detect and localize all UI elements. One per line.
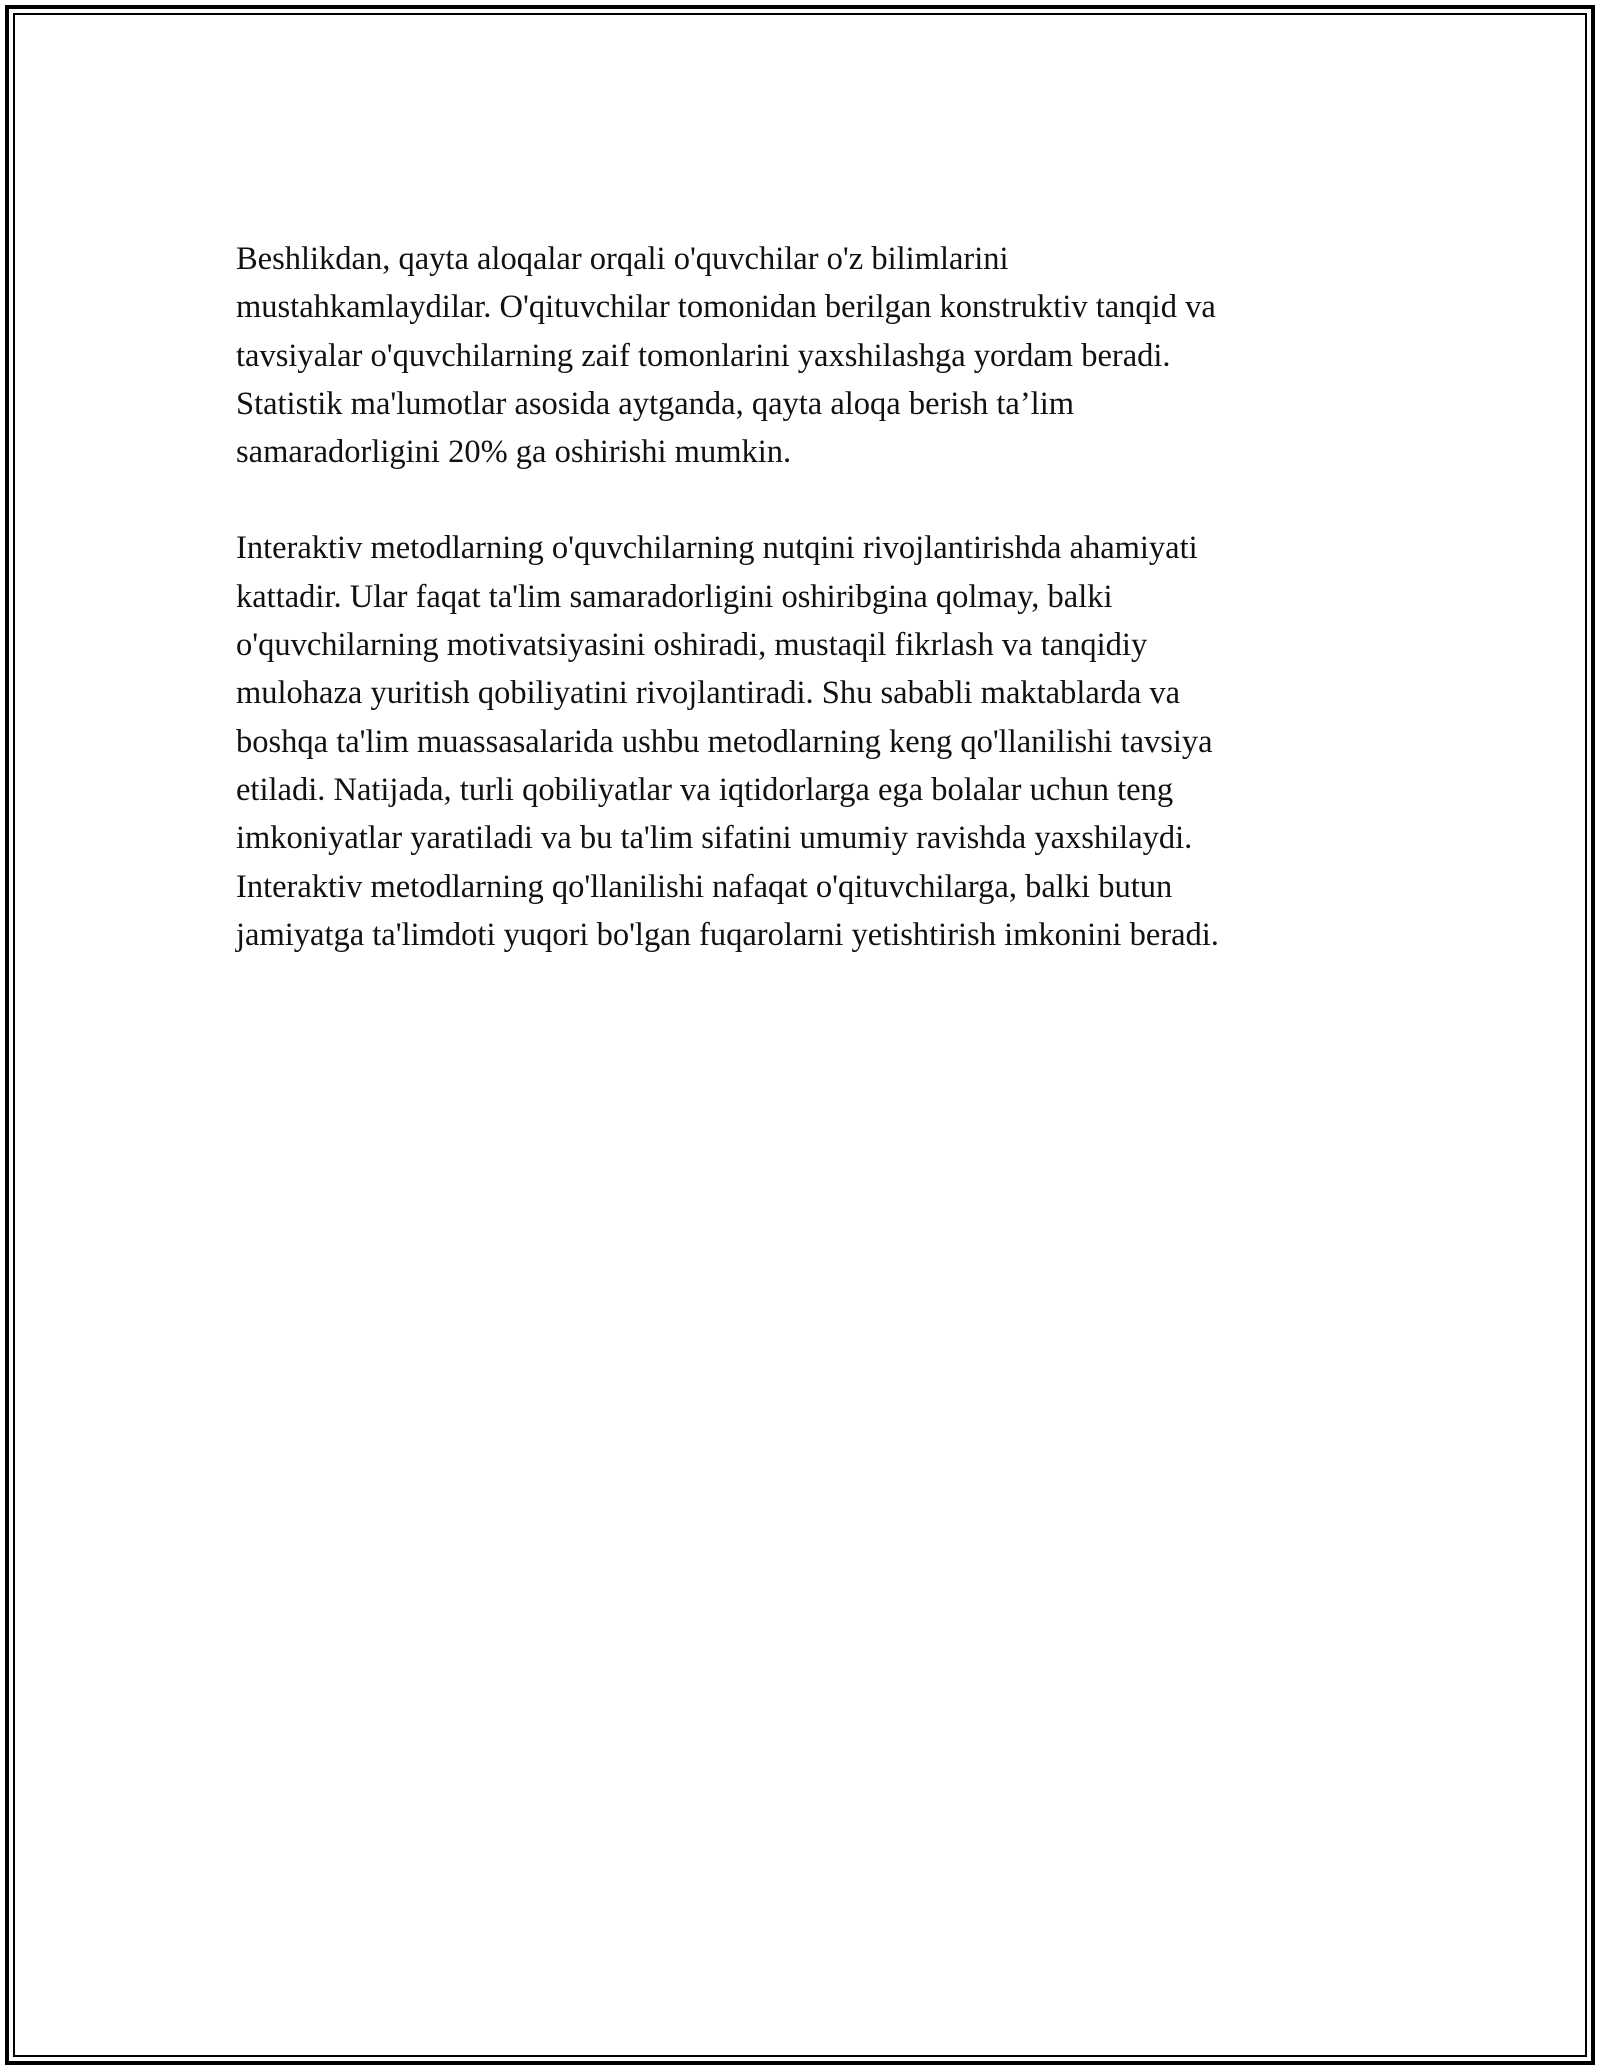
text-line: jamiyatga ta'limdoti yuqori bo'lgan fuqarolarni yetishtirish imkonini beradi. [236, 916, 1219, 953]
text-line: mulohaza yuritish qobiliyatini rivojlantiradi. Shu sababli maktablarda va [236, 675, 1181, 712]
text-line: o'quvchilarning motivatsiyasini oshiradi, mustaqil fikrlash va tanqidiy [236, 627, 1148, 664]
paragraph-feedback [236, 235, 1376, 476]
paragraph-interactive-methods [236, 524, 1376, 959]
text-line: mustahkamlaydilar. O'qituvchilar tomonidan berilgan konstruktiv tanqid va [236, 289, 1216, 326]
text-line: etiladi. Natijada, turli qobiliyatlar va iqtidorlarga ega bolalar uchun teng [236, 771, 1174, 808]
text-line: Statistik ma'lumotlar asosida aytganda, qayta aloqa berish ta’lim [236, 385, 1075, 422]
page-content [236, 235, 1376, 959]
text-line: boshqa ta'lim muassasalarida ushbu metodlarning keng qo'llanilishi tavsiya [236, 723, 1213, 760]
text-line: samaradorligini 20% ga oshirishi mumkin. [236, 434, 792, 471]
text-line: imkoniyatlar yaratiladi va bu ta'lim sifatini umumiy ravishda yaxshilaydi. [236, 820, 1193, 857]
text-line: tavsiyalar o'quvchilarning zaif tomonlarini yaxshilashga yordam beradi. [236, 337, 1171, 374]
text-line: Interaktiv metodlarning qo'llanilishi nafaqat o'qituvchilarga, balki butun [236, 868, 1173, 905]
text-line: Interaktiv metodlarning o'quvchilarning nutqini rivojlantirishda ahamiyati [236, 530, 1198, 567]
text-line: kattadir. Ular faqat ta'lim samaradorligini oshiribgina qolmay, balki [236, 578, 1113, 615]
text-line: Beshlikdan, qayta aloqalar orqali o'quvchilar o'z bilimlarini [236, 241, 1009, 277]
